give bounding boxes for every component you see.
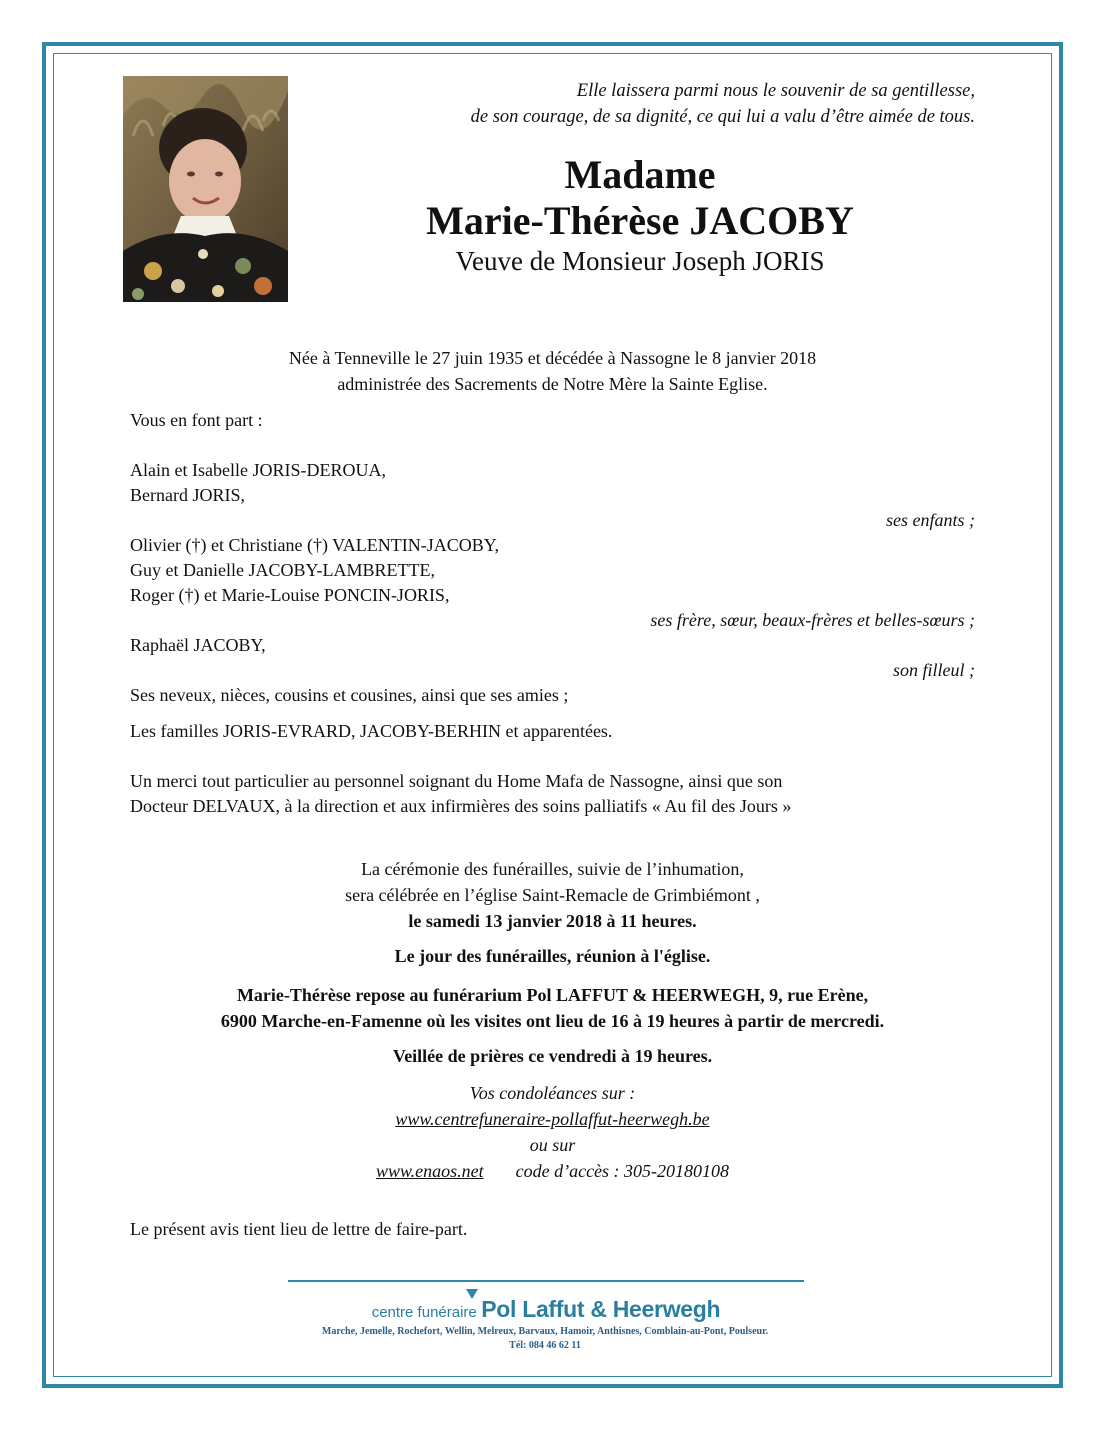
portrait-photo — [123, 76, 288, 302]
rest-line-2: 6900 Marche-en-Famenne où les visites ont lieu de 16 à 19 heures à partir de mercredi. — [220, 1011, 885, 1031]
ceremony-line-1: La cérémonie des funérailles, suivie de l’inhumation, — [361, 859, 744, 879]
birth-line-1: Née à Tenneville le 27 juin 1935 et décédée à Nassogne le 8 janvier 2018 — [288, 348, 817, 368]
thanks-block — [130, 769, 975, 819]
family-line: Alain et Isabelle JORIS-DEROUA, — [130, 460, 386, 480]
brand-name: Pol Laffut & Heerwegh — [481, 1296, 721, 1322]
thanks-line-2: Docteur DELVAUX, à la direction et aux infirmières des soins palliatifs « Au fil des Jours » — [130, 796, 792, 816]
title-block — [380, 152, 900, 278]
deceased-name: Marie-Thérèse JACOBY — [426, 198, 854, 243]
access-code: code d’accès : 305-20180108 — [515, 1161, 730, 1181]
footer-phone: Tél: 084 46 62 11 — [509, 1340, 581, 1351]
family-line: Roger (†) et Marie-Louise PONCIN-JORIS, — [130, 585, 450, 605]
footer-divider — [288, 1280, 804, 1282]
rest-block — [130, 982, 975, 1034]
condolences-block — [130, 1080, 975, 1184]
families-line: Les familles JORIS-EVRARD, JACOBY-BERHIN et apparentées. — [130, 721, 613, 741]
quote-line-2: de son courage, de sa dignité, ce qui lui a valu d’être aimée de tous. — [470, 107, 975, 127]
family-line: Raphaël JACOBY, — [130, 635, 266, 655]
spouse-line: Veuve de Monsieur Joseph JORIS — [455, 246, 825, 276]
rest-line-1: Marie-Thérèse repose au funérarium Pol LAFFUT & HEERWEGH, 9, rue Erène, — [236, 985, 869, 1005]
ceremony-block — [130, 856, 975, 934]
meeting-line: Le jour des funérailles, réunion à l'église. — [394, 946, 711, 966]
quote-line-1: Elle laissera parmi nous le souvenir de sa gentillesse, — [576, 81, 975, 101]
brand-small-text: centre funéraire — [371, 1304, 477, 1321]
godson-label: son filleul ; — [893, 660, 975, 680]
siblings-label: ses frère, sœur, beaux-frères et belles-sœurs ; — [650, 610, 975, 630]
funeral-home-logo — [288, 1296, 804, 1323]
birth-line-2: administrée des Sacrements de Notre Mère la Sainte Eglise. — [337, 374, 768, 394]
thanks-line-1: Un merci tout particulier au personnel soignant du Home Mafa de Nassogne, ainsi que son — [130, 771, 783, 791]
family-line: Olivier (†) et Christiane (†) VALENTIN-JACOBY, — [130, 535, 499, 555]
condolences-or: ou sur — [529, 1135, 576, 1155]
notice-line: Le présent avis tient lieu de lettre de faire-part. — [130, 1219, 468, 1239]
announce-intro: Vous en font part : — [130, 410, 263, 430]
condolences-intro: Vos condoléances sur : — [469, 1083, 636, 1103]
family-line: Guy et Danielle JACOBY-LAMBRETTE, — [130, 560, 435, 580]
ceremony-date: le samedi 13 janvier 2018 à 11 heures. — [408, 911, 697, 931]
family-line: Bernard JORIS, — [130, 485, 245, 505]
salutation: Madame — [564, 152, 716, 197]
children-label: ses enfants ; — [886, 510, 975, 530]
memorial-quote — [335, 78, 975, 130]
funeral-home-link[interactable]: www.centrefuneraire-pollaffut-heerwegh.be — [395, 1109, 710, 1129]
birth-death-info — [130, 345, 975, 397]
enaos-link[interactable]: www.enaos.net — [375, 1161, 484, 1181]
ceremony-line-2: sera célébrée en l’église Saint-Remacle de Grimbiémont , — [345, 885, 760, 905]
footer-towns: Marche, Jemelle, Rochefort, Wellin, Melreux, Barvaux, Hamoir, Anthisnes, Comblain-au-Pont, Poulseur. — [321, 1326, 769, 1337]
vigil-line: Veillée de prières ce vendredi à 19 heures. — [392, 1046, 713, 1066]
relatives-line: Ses neveux, nièces, cousins et cousines, ainsi que ses amies ; — [130, 685, 569, 705]
children-list — [130, 458, 975, 683]
